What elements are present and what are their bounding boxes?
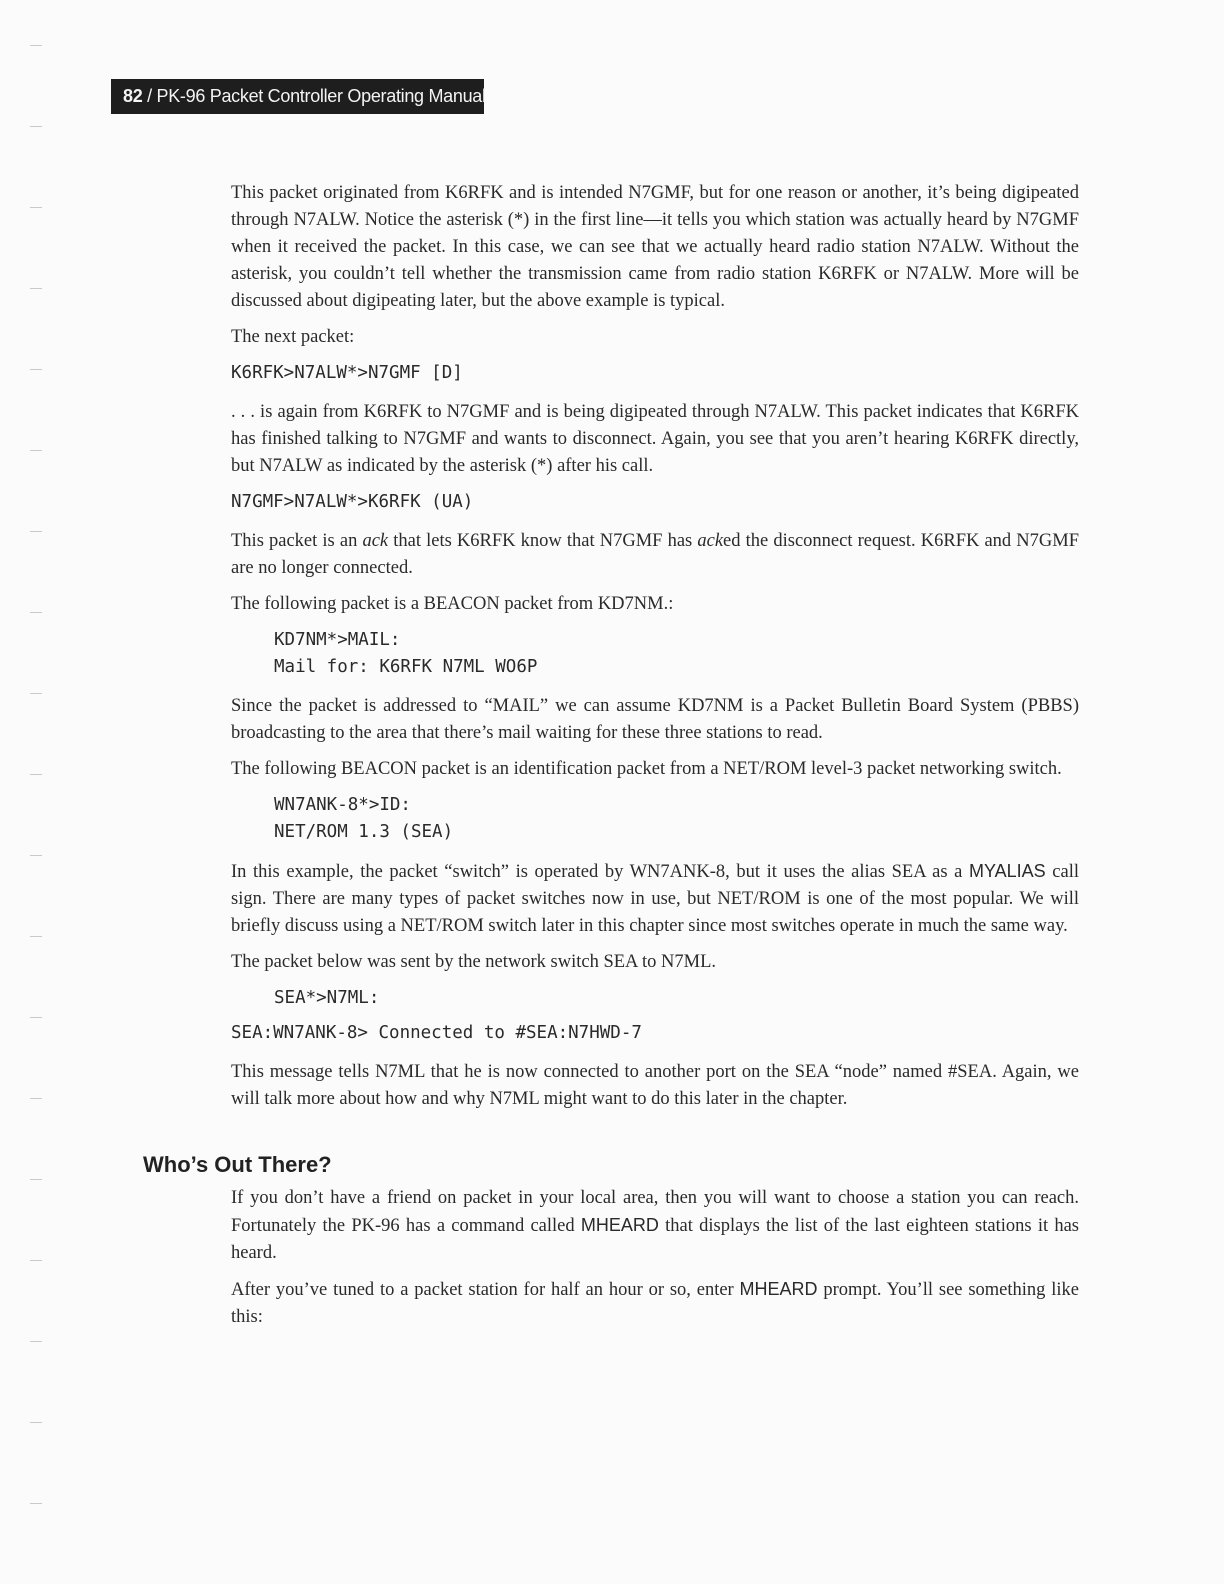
code-line: NET/ROM 1.3 (SEA) (274, 822, 454, 842)
paragraph-disconnect-explanation: . . . is again from K6RFK to N7GMF and is being digipeated through N7ALW. This packet indicates that K6RFK has finished talking to N7GMF and wants to disconnect. Again, you see that you aren’t hearing K6RFK directly, but N7ALW as indicated by the asterisk (*) after his call. (231, 402, 1079, 476)
command-mheard: MHEARD (739, 1279, 818, 1299)
manual-title: / PK-96 Packet Controller Operating Manual (142, 86, 486, 106)
code-sea-packet: SEA*>N7ML: (274, 988, 380, 1008)
code-packet-ua: N7GMF>N7ALW*>K6RFK (UA) (231, 492, 474, 512)
paragraph-switch-alias: In this example, the packet “switch” is operated by WN7ANK-8, but it uses the alias SEA as a MYALIAS call sign. There are many types of packet switches now in use, but NET/ROM is one of the most popular. We will briefly discuss using a NET/ROM switch later in this chapter since most switches operate in much the same way. (231, 861, 1079, 936)
code-line: Mail for: K6RFK N7ML WO6P (274, 657, 538, 677)
paragraph-pbbs: Since the packet is addressed to “MAIL” we can assume KD7NM is a Packet Bulletin Board System (PBBS) broadcasting to the area that there’s mail waiting for these three stations to read. (231, 696, 1079, 743)
paragraph-beacon-intro: The following packet is a BEACON packet from KD7NM.: (231, 594, 674, 614)
code-connected: SEA:WN7ANK-8> Connected to #SEA:N7HWD-7 (231, 1023, 642, 1043)
code-packet-disconnect: K6RFK>N7ALW*>N7GMF [D] (231, 363, 463, 383)
paragraph-node-connection: This message tells N7ML that he is now connected to another port on the SEA “node” named #SEA. Again, we will talk more about how and why N7ML might want to do this later in the chapter. (231, 1062, 1079, 1109)
code-line: KD7NM*>MAIL: (274, 630, 401, 650)
paragraph-mheard-usage: After you’ve tuned to a packet station for half an hour or so, enter MHEARD prompt. You’ll see something like this: (231, 1279, 1079, 1327)
section-content (231, 1185, 1079, 1340)
paragraph-next-packet: The next packet: (231, 327, 355, 347)
code-beacon-mail (231, 627, 1079, 681)
binding-margin-marks (30, 0, 42, 1584)
paragraph-mheard-intro: If you don’t have a friend on packet in your local area, then you will want to choose a station you can reach. Fortunately the PK-96 has a command called MHEARD that displays the list of the last eighteen stations it has heard. (231, 1188, 1079, 1263)
paragraph-switch-packet: The packet below was sent by the network switch SEA to N7ML. (231, 952, 717, 972)
page-number: 82 (123, 86, 143, 106)
section-heading: Who’s Out There? (143, 1152, 332, 1177)
command-mheard: MHEARD (580, 1215, 659, 1235)
paragraph-netrom-intro: The following BEACON packet is an identification packet from a NET/ROM level-3 packet networking switch. (231, 759, 1062, 779)
running-header (111, 79, 484, 114)
code-beacon-id (231, 792, 1079, 846)
paragraph-ack: This packet is an ack that lets K6RFK know that N7GMF has acked the disconnect request. K6RFK and N7GMF are no longer connected. (231, 531, 1080, 578)
command-myalias: MYALIAS (968, 861, 1046, 881)
code-line: WN7ANK-8*>ID: (274, 795, 411, 815)
paragraph-digipeat-intro: This packet originated from K6RFK and is intended N7GMF, but for one reason or another, it’s being digipeated through N7ALW. Notice the asterisk (*) in the first line—it tells you which station was actually heard by N7GMF when it received the packet. In this case, we can see that we actually heard radio station N7ALW. Without the asterisk, you couldn’t tell whether the transmission came from radio station K6RFK or N7ALW. More will be discussed about digipeating later, but the above example is typical. (231, 183, 1079, 311)
main-content (231, 180, 1079, 1122)
